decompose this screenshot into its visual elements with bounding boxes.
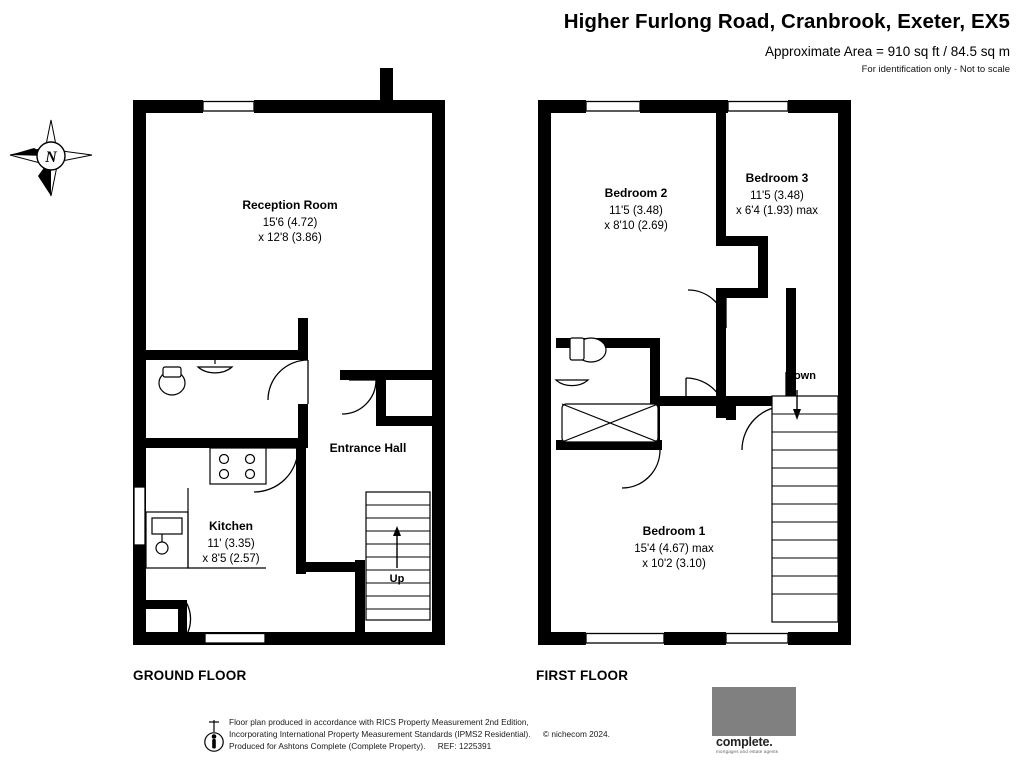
brand-tagline: mortgages and estate agents — [716, 749, 779, 754]
stairs-up-label: Up — [389, 573, 405, 585]
page-title: Higher Furlong Road, Cranbrook, Exeter, EX5 — [563, 10, 1010, 33]
room-label-bedroom-2: Bedroom 2 11'5 (3.48) x 8'10 (2.69) — [604, 186, 668, 232]
room-label-bedroom-3: Bedroom 3 11'5 (3.48) x 6'4 (1.93) max — [735, 171, 819, 217]
room-label-reception-room: Reception Room 15'6 (4.72) x 12'8 (3.86) — [242, 198, 338, 244]
footer-disclaimer — [203, 716, 723, 752]
footer-ref: REF: 1225391 — [437, 741, 492, 752]
ground-floor-label: GROUND FLOOR — [133, 668, 247, 683]
footer-line-2: Incorporating International Property Measurement Standards (IPMS2 Residential). — [229, 729, 531, 740]
stairs-down-label: Down — [786, 370, 816, 382]
footer-line-1: Floor plan produced in accordance with RICS Property Measurement 2nd Edition, — [229, 717, 529, 727]
compass-label: N — [45, 149, 57, 166]
door-group-first — [622, 288, 786, 488]
identification-note: For identification only - Not to scale — [861, 63, 1010, 75]
room-label-bedroom-1: Bedroom 1 15'4 (4.67) max x 10'2 (3.10) — [634, 524, 714, 570]
first-stairs — [772, 390, 838, 622]
footer-copyright: © nichecom 2024. — [542, 729, 610, 740]
room-label-kitchen: Kitchen 11' (3.35) x 8'5 (2.57) — [202, 519, 260, 565]
footer-line-3: Produced for Ashtons Complete (Complete Property). — [229, 741, 426, 752]
brand-name: complete. — [716, 735, 773, 749]
bathroom-fixtures — [556, 338, 658, 442]
room-label-entrance-hall: Entrance Hall — [329, 441, 407, 455]
approximate-area: Approximate Area = 910 sq ft / 84.5 sq m — [764, 43, 1010, 59]
first-floor-label: FIRST FLOOR — [536, 668, 629, 683]
